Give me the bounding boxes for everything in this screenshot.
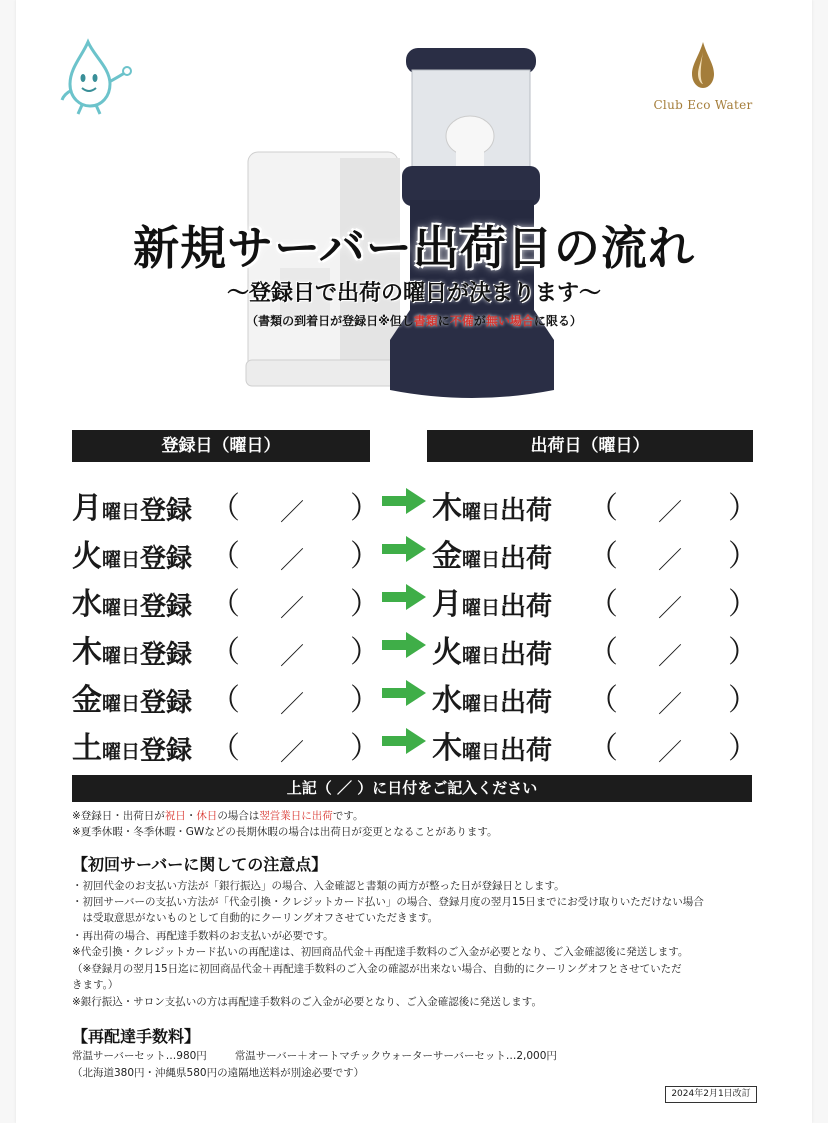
- water-drop-mascot-icon: [56, 38, 134, 116]
- reg-day-suffix: 曜日: [102, 501, 141, 523]
- redelivery-fee-line: [72, 1048, 762, 1064]
- reg-date-slash: ／: [280, 738, 304, 766]
- reg-word: 登録: [140, 496, 193, 526]
- logo-text: Club Eco Water: [653, 98, 753, 112]
- reg-word: 登録: [140, 640, 193, 670]
- ship-day-char: 水: [432, 683, 462, 718]
- reg-date-close: ）: [350, 635, 380, 670]
- ship-date-open[interactable]: （: [588, 731, 618, 766]
- ship-date-close: ）: [728, 491, 758, 526]
- ship-day-suffix: 曜日: [462, 645, 501, 667]
- note-red-text: 休日: [196, 810, 218, 822]
- reg-day-suffix: 曜日: [102, 645, 141, 667]
- ship-day-char: 火: [432, 635, 462, 670]
- ship-date-open[interactable]: （: [588, 635, 618, 670]
- first-server-section-title: 【初回サーバーに関しての注意点】: [72, 855, 328, 874]
- first-server-line: ・再出荷の場合、再配達手数料のお支払いが必要です。: [72, 930, 334, 942]
- ship-date-open[interactable]: （: [588, 683, 618, 718]
- reg-date-slash: ／: [280, 546, 304, 574]
- registration-day: [72, 526, 192, 572]
- first-server-warning: （※登録月の翌月15日迄に初回商品代金＋再配達手数料のご入金の確認が出来ない場合、自動的にクーリングオフとさせていただ: [72, 963, 682, 975]
- brand-logo: [648, 40, 758, 112]
- schedule-row: [72, 718, 762, 764]
- reg-day-suffix: 曜日: [102, 693, 141, 715]
- ship-word: 出荷: [500, 592, 553, 622]
- arrow-right-icon: [382, 488, 426, 514]
- document-note: [0, 312, 828, 329]
- reg-day-char: 土: [72, 731, 102, 766]
- ship-day-suffix: 曜日: [462, 741, 501, 763]
- note-text: （書類の到着日が登録日※但し: [246, 314, 414, 328]
- arrow-right-icon: [382, 728, 426, 754]
- ship-date-close: ）: [728, 731, 758, 766]
- reg-day-suffix: 曜日: [102, 597, 141, 619]
- registration-day: [72, 670, 192, 716]
- ship-word: 出荷: [500, 640, 553, 670]
- arrow-right-icon: [382, 632, 426, 658]
- reg-date-open[interactable]: （: [210, 491, 240, 526]
- fee-item: 常温サーバーセット…980円: [72, 1050, 207, 1062]
- redelivery-fee-title: 【再配達手数料】: [72, 1027, 201, 1046]
- reg-day-char: 月: [72, 491, 102, 526]
- reg-day-char: 水: [72, 587, 102, 622]
- reg-day-char: 木: [72, 635, 102, 670]
- reg-day-suffix: 曜日: [102, 549, 141, 571]
- reg-date-slash: ／: [280, 690, 304, 718]
- revision-date: 2024年2月1日改訂: [665, 1086, 757, 1103]
- long-holiday-note: ※夏季休暇・冬季休暇・GWなどの長期休暇の場合は出荷日が変更となることがあります。: [72, 826, 498, 838]
- arrow-right-icon: [382, 536, 426, 562]
- note-text: ※登録日・出荷日が: [72, 810, 165, 822]
- reg-word: 登録: [140, 544, 193, 574]
- note-text: が: [473, 314, 486, 328]
- schedule-row: [72, 622, 762, 668]
- ship-word: 出荷: [500, 544, 553, 574]
- note-red-text: 書類: [413, 314, 438, 328]
- reg-day-char: 火: [72, 539, 102, 574]
- reg-date-close: ）: [350, 539, 380, 574]
- holiday-note: [72, 808, 762, 824]
- reg-date-open[interactable]: （: [210, 731, 240, 766]
- note-text: に限る）: [533, 314, 582, 328]
- reg-date-open[interactable]: （: [210, 539, 240, 574]
- ship-date-slash: ／: [658, 690, 682, 718]
- reg-word: 登録: [140, 688, 193, 718]
- reg-date-open[interactable]: （: [210, 635, 240, 670]
- reg-day-suffix: 曜日: [102, 741, 141, 763]
- ship-day-char: 木: [432, 491, 462, 526]
- ship-date-open[interactable]: （: [588, 539, 618, 574]
- instruction-bar: 上記（ ／ ）に日付をご記入ください: [72, 775, 752, 802]
- registration-day: [72, 622, 192, 668]
- note-red-text: 無い場合: [485, 314, 534, 328]
- schedule-row: [72, 526, 762, 572]
- ship-date-slash: ／: [658, 642, 682, 670]
- note-text: です。: [332, 810, 364, 822]
- ship-day-char: 木: [432, 731, 462, 766]
- reg-date-slash: ／: [280, 594, 304, 622]
- shipping-day: [432, 670, 552, 716]
- ship-date-slash: ／: [658, 594, 682, 622]
- ship-day-suffix: 曜日: [462, 549, 501, 571]
- registration-day-header: 登録日（曜日）: [72, 430, 370, 462]
- ship-day-suffix: 曜日: [462, 693, 501, 715]
- ship-date-slash: ／: [658, 498, 682, 526]
- ship-word: 出荷: [500, 496, 553, 526]
- page-title: 新規サーバー出荷日の流れ: [133, 221, 695, 275]
- registration-day: [72, 574, 192, 620]
- shipping-day-header: 出荷日（曜日）: [427, 430, 753, 462]
- schedule-row: [72, 670, 762, 716]
- registration-day: [72, 718, 192, 764]
- note-text: に: [437, 314, 450, 328]
- shipping-day: [432, 574, 552, 620]
- ship-date-open[interactable]: （: [588, 491, 618, 526]
- reg-date-close: ）: [350, 683, 380, 718]
- ship-word: 出荷: [500, 736, 553, 766]
- reg-date-close: ）: [350, 587, 380, 622]
- remote-fee-note: （北海道380円・沖縄県580円の遠隔地送料が別途必要です）: [72, 1067, 365, 1079]
- first-server-line: ・初回サーバーの支払い方法が「代金引換・クレジットカード払い」の場合、登録月度の翌月15日までにお受け取りいただけない場合: [72, 896, 704, 908]
- schedule-row: [72, 574, 762, 620]
- first-server-warning: きます。）: [72, 979, 119, 991]
- shipping-day: [432, 718, 552, 764]
- schedule-row: [72, 478, 762, 524]
- note-text: の場合は: [217, 810, 260, 822]
- page-subtitle: ～登録日で出荷の曜日が決まります～: [226, 281, 601, 306]
- fee-item: 常温サーバー＋オートマチックウォーターサーバーセット…2,000円: [234, 1050, 557, 1062]
- first-server-line: ・初回代金のお支払い方法が「銀行振込」の場合、入金確認と書類の両方が整った日が登録日とします。: [72, 880, 565, 892]
- ship-day-suffix: 曜日: [462, 501, 501, 523]
- reg-date-slash: ／: [280, 498, 304, 526]
- ship-date-close: ）: [728, 587, 758, 622]
- reg-date-open[interactable]: （: [210, 683, 240, 718]
- note-red-text: 翌営業日に出荷: [259, 810, 333, 822]
- ship-date-slash: ／: [658, 546, 682, 574]
- reg-day-char: 金: [72, 683, 102, 718]
- shipping-day: [432, 478, 552, 524]
- first-server-line: ※代金引換・クレジットカード払いの再配達は、初回商品代金＋再配達手数料のご入金が必要となり、ご入金確認後に発送します。: [72, 946, 689, 958]
- ship-date-slash: ／: [658, 738, 682, 766]
- ship-day-suffix: 曜日: [462, 597, 501, 619]
- reg-date-close: ）: [350, 491, 380, 526]
- arrow-right-icon: [382, 584, 426, 610]
- reg-date-slash: ／: [280, 642, 304, 670]
- ship-day-char: 金: [432, 539, 462, 574]
- ship-date-close: ）: [728, 683, 758, 718]
- reg-word: 登録: [140, 736, 193, 766]
- first-server-line: は受取意思がないものとして自動的にクーリングオフさせていただきます。: [72, 912, 439, 924]
- arrow-right-icon: [382, 680, 426, 706]
- drop-logo-icon: [688, 40, 718, 90]
- reg-date-open[interactable]: （: [210, 587, 240, 622]
- ship-date-close: ）: [728, 539, 758, 574]
- shipping-day: [432, 526, 552, 572]
- note-text: ・: [185, 810, 197, 822]
- registration-day: [72, 478, 192, 524]
- reg-date-close: ）: [350, 731, 380, 766]
- ship-date-open[interactable]: （: [588, 587, 618, 622]
- ship-date-close: ）: [728, 635, 758, 670]
- ship-word: 出荷: [500, 688, 553, 718]
- reg-word: 登録: [140, 592, 193, 622]
- shipping-day: [432, 622, 552, 668]
- first-server-line: ※銀行振込・サロン支払いの方は再配達手数料のご入金が必要となり、ご入金確認後に発送します。: [72, 996, 542, 1008]
- note-red-text: 祝日: [164, 810, 186, 822]
- note-red-text: 不備: [449, 314, 474, 328]
- ship-day-char: 月: [432, 587, 462, 622]
